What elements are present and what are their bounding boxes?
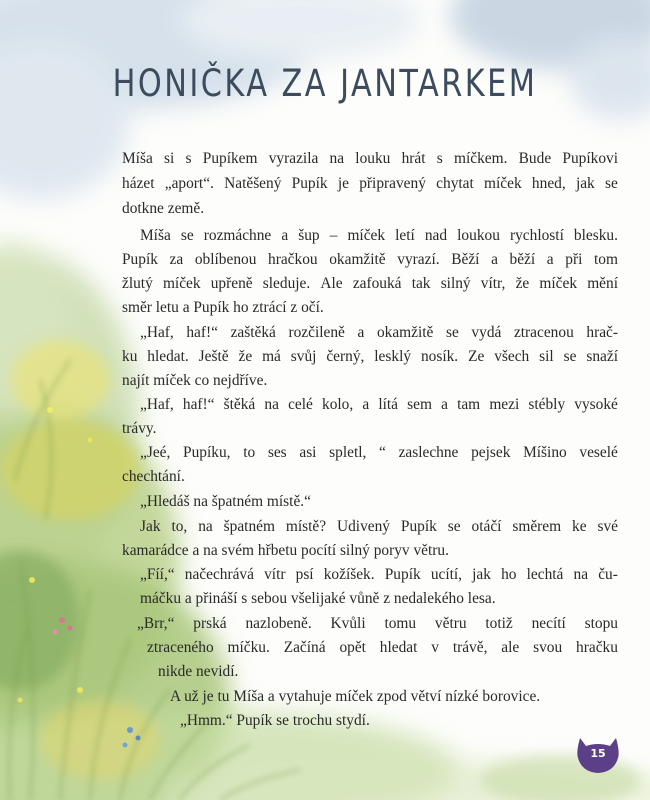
word: míček — [347, 227, 386, 244]
word: „Haf, — [140, 324, 174, 341]
word: a — [441, 396, 448, 413]
text-line: nikde nevidí. — [158, 663, 239, 680]
word: ču- — [598, 566, 618, 583]
text-line: A už je tu Míša a vytahuje míček zpod větví nízké borovice. — [170, 688, 541, 705]
word: Pupík — [291, 175, 328, 192]
word: snaží — [586, 348, 618, 365]
text-line: kamarádce a na svém hřbetu pocítí silný poryv větru. — [122, 542, 449, 559]
word: ucítí, — [430, 566, 463, 583]
word: zafouká — [352, 275, 402, 292]
word: Míša — [140, 227, 171, 244]
word: upřeně — [210, 275, 253, 292]
word: okamžitě — [376, 324, 434, 341]
word: vítr, — [480, 275, 506, 292]
word: stébly — [528, 396, 566, 413]
word: blesku. — [573, 227, 618, 244]
word: vítr — [264, 566, 286, 583]
text-line: trávy. — [122, 420, 157, 437]
word: sem — [407, 396, 432, 413]
word: šup — [298, 227, 320, 244]
word: hledat. — [147, 348, 189, 365]
word: ale — [501, 639, 520, 656]
text-line — [140, 566, 618, 584]
word: hračkou — [268, 251, 318, 268]
word: směrem — [512, 518, 562, 535]
word: Bude — [518, 150, 552, 167]
word: míček — [539, 275, 578, 292]
text-line — [122, 150, 618, 168]
word: se — [605, 175, 618, 192]
text-line — [140, 227, 618, 245]
word: větru — [434, 615, 467, 632]
word: Jak — [140, 518, 161, 535]
word: míčkem. — [454, 150, 508, 167]
word: se — [180, 227, 194, 244]
word: s — [436, 150, 443, 167]
word: otáčí — [471, 518, 502, 535]
page-title: HONIČKA ZA JANTARKEM — [112, 62, 538, 105]
word: černý, — [326, 348, 365, 365]
word: Ale — [320, 275, 343, 292]
word: „Fíí,“ — [140, 566, 175, 583]
text-line — [122, 348, 618, 366]
word: připravený — [359, 175, 426, 192]
word: na — [573, 566, 589, 583]
word: vyrazila — [268, 150, 319, 167]
word: své — [597, 518, 618, 535]
word: má — [262, 348, 281, 365]
word: letí — [395, 227, 415, 244]
word: kožíšek. — [323, 566, 375, 583]
word: je — [337, 175, 349, 192]
word: svůj — [290, 348, 317, 365]
page-number: 15 — [590, 747, 606, 760]
word: chytat — [436, 175, 474, 192]
word: ku — [122, 348, 138, 365]
word: Pupík — [122, 251, 158, 268]
word: Pupíkovi — [562, 150, 618, 167]
text-line — [147, 639, 618, 657]
word: totiž — [485, 615, 513, 632]
word: hrač- — [586, 324, 618, 341]
word: stopu — [584, 615, 618, 632]
word: Ještě — [198, 348, 229, 365]
word: ke — [572, 518, 587, 535]
word: – — [329, 227, 338, 244]
text-line — [140, 396, 618, 414]
word: psí — [295, 566, 314, 583]
word: Běží — [451, 251, 480, 268]
word: a — [491, 251, 498, 268]
text-line: směr letu a Pupík ho ztrácí z očí. — [122, 299, 324, 316]
word: nosík. — [420, 348, 459, 365]
word: opět — [339, 639, 366, 656]
text-line: dotkne země. — [122, 200, 205, 217]
word: celé — [288, 396, 313, 413]
text-line — [140, 324, 618, 342]
word: běží — [509, 251, 536, 268]
word: to — [243, 444, 256, 461]
word: Míša — [122, 150, 153, 167]
word: při — [565, 251, 583, 268]
word: házet — [122, 175, 155, 192]
word: ho — [501, 566, 517, 583]
word: „Brr,“ — [137, 615, 175, 632]
word: Začíná — [283, 639, 326, 656]
word: všech — [494, 348, 530, 365]
word: ztracenou — [513, 324, 574, 341]
word: a — [362, 396, 370, 413]
text-line — [137, 615, 618, 633]
text-line: chechtání. — [122, 468, 185, 485]
word: haf!“ — [182, 396, 215, 413]
word: mění — [587, 275, 618, 292]
word: míčku. — [227, 639, 270, 656]
word: zaslechne — [398, 444, 459, 461]
word: jak — [575, 175, 595, 192]
word: na — [264, 396, 279, 413]
word: se — [447, 518, 461, 535]
word: Ze — [468, 348, 485, 365]
word: haf!“ — [186, 324, 218, 341]
word: nad — [424, 227, 448, 244]
word: hned, — [531, 175, 566, 192]
word: sleduje. — [262, 275, 311, 292]
text-line: „Hledáš na špatném místě.“ — [140, 493, 311, 510]
word: silný — [440, 275, 471, 292]
word: spletl, — [329, 444, 367, 461]
word: rychlostí — [509, 227, 564, 244]
text-line — [122, 251, 618, 269]
word: hrát — [401, 150, 426, 167]
text-line: najít míček co nejdříve. — [122, 372, 268, 389]
word: „Jeé, — [140, 444, 171, 461]
word: v — [431, 639, 439, 656]
word: hledat — [379, 639, 418, 656]
word: rozčileně — [288, 324, 345, 341]
word: “ — [379, 444, 386, 461]
word: Udivený — [336, 518, 390, 535]
word: tomu — [384, 615, 417, 632]
word: vyrazí. — [397, 251, 440, 268]
text-line: máčku a přináší s sebou všelijaké vůně z nedalekého lesa. — [140, 590, 496, 607]
word: Kvůli — [330, 615, 366, 632]
word: se — [563, 348, 577, 365]
word: na — [198, 518, 213, 535]
word: tam — [457, 396, 481, 413]
word: mezi — [489, 396, 520, 413]
word: kolo, — [322, 396, 354, 413]
word: zaštěká — [230, 324, 276, 341]
word: Pupík — [400, 518, 437, 535]
word: nazlobeně. — [245, 615, 312, 632]
word: Pupíku, — [183, 444, 231, 461]
word: Míšino — [523, 444, 567, 461]
word: trávě, — [452, 639, 488, 656]
word: si — [164, 150, 175, 167]
text-line: „Hmm.“ Pupík se trochu stydí. — [180, 712, 370, 729]
word: tak — [411, 275, 431, 292]
word: prská — [193, 615, 227, 632]
word: lítá — [378, 396, 399, 413]
word: že — [515, 275, 530, 292]
word: hračku — [576, 639, 618, 656]
word: veselé — [579, 444, 618, 461]
word: a — [281, 227, 289, 244]
word: rozmáchne — [203, 227, 272, 244]
word: na — [329, 150, 345, 167]
word: necítí — [531, 615, 566, 632]
word: míček — [162, 275, 201, 292]
word: vydá — [471, 324, 502, 341]
word: sil — [539, 348, 554, 365]
word: Pupíkem — [202, 150, 258, 167]
word: louku — [355, 150, 391, 167]
word: načechrává — [184, 566, 254, 583]
word: štěká — [223, 396, 256, 413]
word: okamžitě — [329, 251, 386, 268]
word: se — [445, 324, 459, 341]
text-line — [140, 518, 618, 536]
word: loukou — [457, 227, 500, 244]
word: to, — [171, 518, 188, 535]
word: že — [238, 348, 253, 365]
text-line — [122, 275, 618, 293]
word: „Haf, — [140, 396, 174, 413]
word: místě? — [285, 518, 327, 535]
word: asi — [299, 444, 317, 461]
word: „aport“. — [164, 175, 214, 192]
word: pejsek — [471, 444, 511, 461]
word: a — [546, 251, 554, 268]
word: míček — [484, 175, 522, 192]
text-line — [140, 444, 618, 462]
word: lesklý — [374, 348, 412, 365]
word: vysoké — [574, 396, 618, 413]
word: za — [169, 251, 184, 268]
word: s — [185, 150, 192, 167]
word: jak — [472, 566, 491, 583]
word: ses — [267, 444, 287, 461]
word: Natěšený — [224, 175, 282, 192]
word: lechtá — [526, 566, 564, 583]
word: a — [357, 324, 365, 341]
word: Pupík — [384, 566, 421, 583]
word: špatném — [223, 518, 275, 535]
word: tom — [594, 251, 618, 268]
word: oblíbenou — [194, 251, 257, 268]
word: svou — [533, 639, 563, 656]
word: ztraceného — [147, 639, 214, 656]
word: žlutý — [122, 275, 153, 292]
text-line — [122, 175, 618, 193]
